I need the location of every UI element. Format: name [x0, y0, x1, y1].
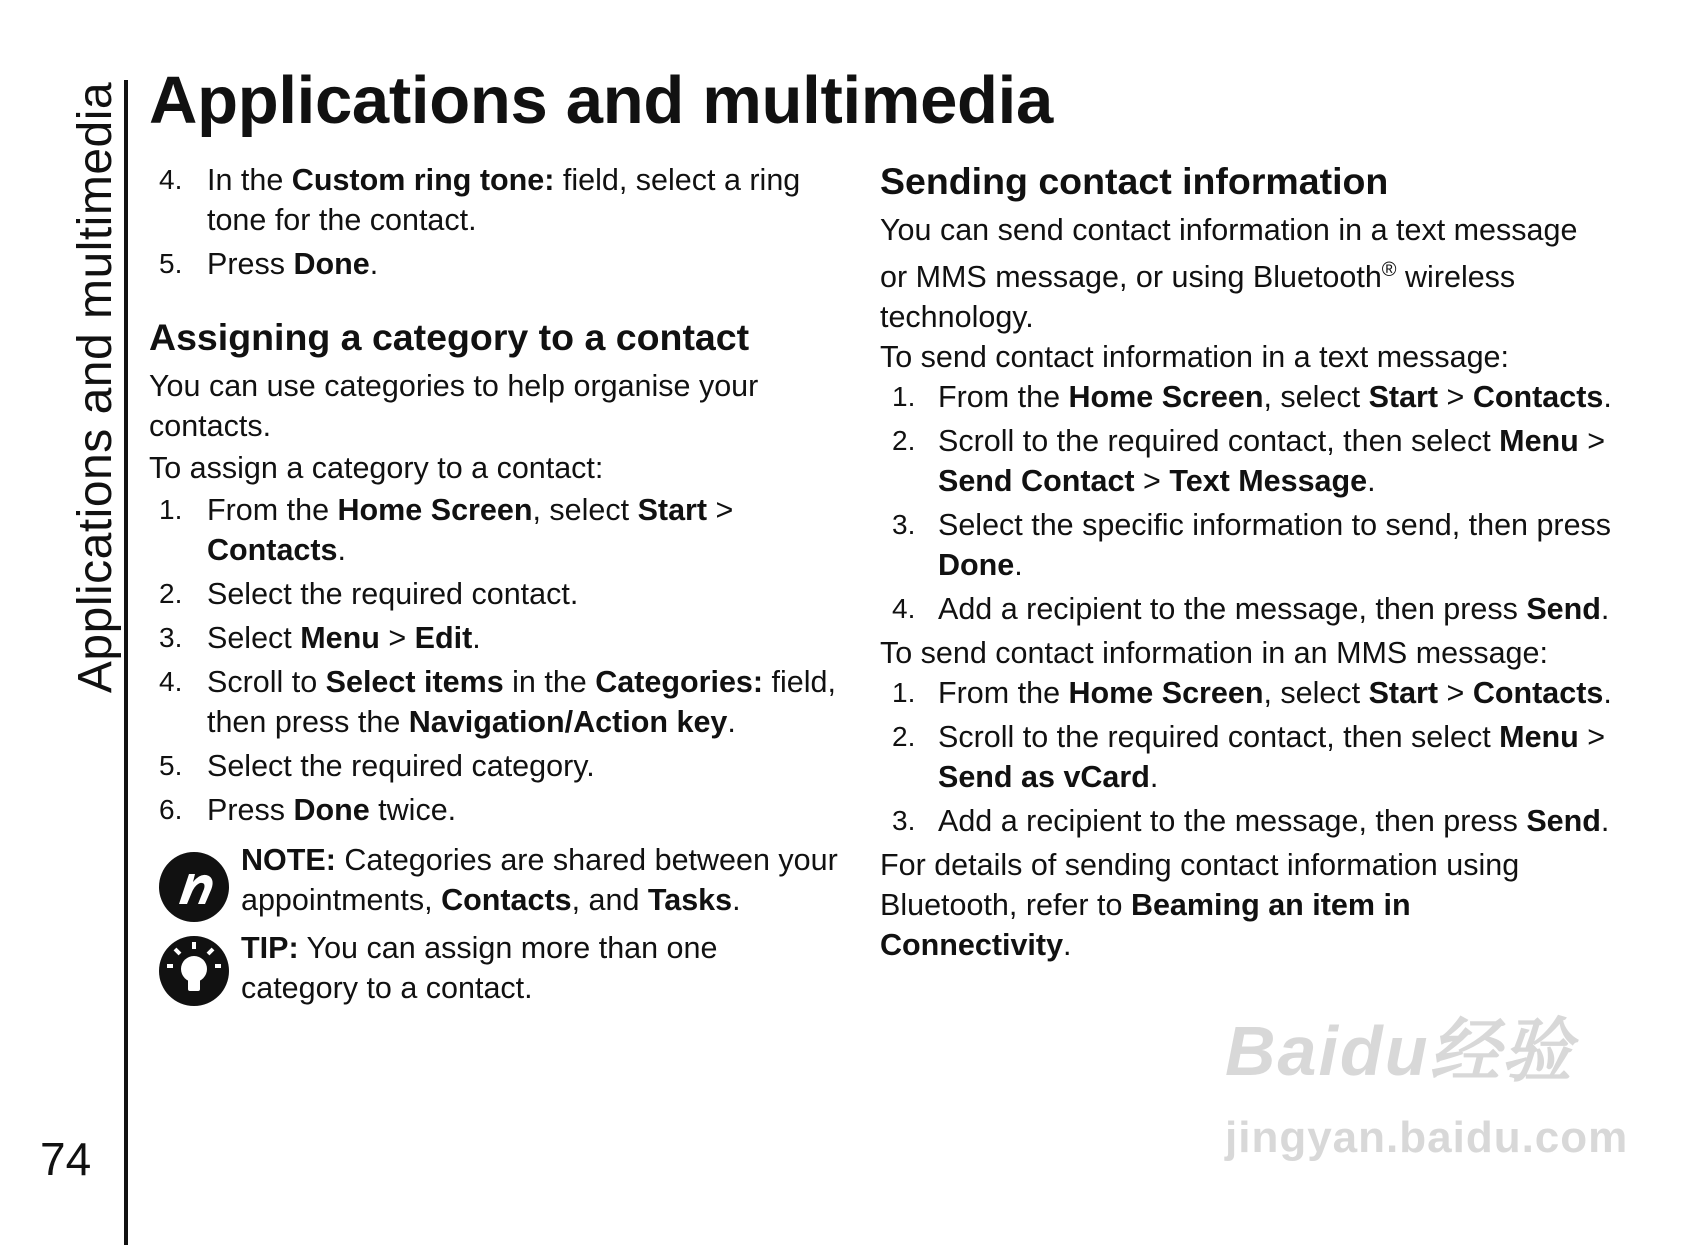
- bold-term: Tasks: [647, 883, 733, 917]
- bold-term: Home Screen: [1068, 676, 1264, 711]
- text-run: >: [379, 621, 415, 655]
- text-run: , select: [1263, 380, 1369, 415]
- list-item: [880, 421, 1680, 501]
- bold-term: Start: [1368, 676, 1439, 711]
- text-run: .: [1603, 380, 1612, 415]
- bold-term: Edit: [414, 621, 473, 655]
- bold-term: Done: [293, 793, 370, 827]
- step-number: 3.: [892, 805, 916, 837]
- bold-term: Categories:: [595, 665, 764, 699]
- list-item: [880, 673, 1680, 713]
- text-run: Scroll to the required contact, then select: [938, 424, 1500, 459]
- list-item: [149, 160, 839, 240]
- list-item: [149, 746, 839, 786]
- list-item: [149, 790, 839, 830]
- text-run: Scroll to: [207, 665, 326, 699]
- paragraph: You can send contact information in a text message or MMS message, or using Bluetooth® wireless technology.: [880, 213, 1578, 335]
- step-number: 3.: [892, 509, 916, 541]
- list-item: [149, 244, 839, 284]
- tip-box: [149, 928, 839, 1008]
- list-item: [880, 589, 1680, 629]
- text-run: .: [727, 705, 736, 739]
- section-heading-assign-category: Assigning a category to a contact: [149, 316, 750, 358]
- bold-term: NOTE:: [241, 843, 336, 877]
- right-column: [880, 160, 1680, 965]
- text-run: You can assign more than one category to a contact.: [241, 931, 718, 1005]
- bold-term: Menu: [300, 621, 380, 655]
- text-run: In the: [207, 163, 292, 197]
- text-run: From the: [938, 676, 1069, 711]
- bold-term: Send Contact: [938, 464, 1135, 499]
- mms-steps: [880, 673, 1680, 841]
- text-run: .: [369, 247, 379, 281]
- text-run: field, select a ring tone for the contact.: [207, 163, 801, 237]
- step-number: 5.: [159, 248, 183, 279]
- text-run: Press: [207, 793, 294, 827]
- paragraph: To send contact information in a text message:: [880, 340, 1509, 375]
- list-item: [880, 717, 1680, 797]
- bold-term: Text Message: [1169, 464, 1368, 499]
- paragraph: To assign a category to a contact:: [149, 451, 604, 485]
- bold-term: Send: [1526, 592, 1601, 627]
- text-run: >: [1438, 676, 1473, 711]
- bold-term: Send as vCard: [938, 760, 1150, 795]
- text-run: From the: [207, 493, 338, 527]
- text-run: .: [1014, 548, 1023, 583]
- watermark-logo: Baidu经验: [1225, 1012, 1574, 1090]
- section-heading-sending-contact: Sending contact information: [880, 160, 1389, 202]
- bold-term: Send: [1526, 804, 1601, 839]
- list-item: [880, 801, 1680, 841]
- text-run: , select: [532, 493, 638, 527]
- list-item: [880, 377, 1680, 417]
- list-item: [880, 505, 1680, 585]
- text-run: Press: [207, 247, 294, 281]
- bold-term: Done: [293, 247, 370, 281]
- text-run: Select the specific information to send, then press: [938, 508, 1612, 543]
- step-number: 1.: [159, 494, 183, 525]
- text-run: .: [1600, 592, 1610, 627]
- step-number: 5.: [159, 750, 183, 781]
- step-number: 1.: [892, 677, 916, 709]
- bold-term: Navigation/Action key: [408, 705, 728, 739]
- text-run: >: [1578, 424, 1606, 459]
- text-run: Categories are shared between your appointments,: [241, 843, 838, 917]
- text-run: .: [1063, 928, 1072, 963]
- text-run: twice.: [369, 793, 457, 827]
- bold-term: Start: [637, 493, 708, 527]
- note-text: [241, 840, 839, 920]
- text-run: .: [732, 883, 741, 917]
- bold-term: Contacts: [1472, 676, 1604, 711]
- text-run: , select: [1263, 676, 1369, 711]
- text-run: >: [1578, 720, 1606, 755]
- tip-text: [241, 928, 839, 1008]
- text-run: From the: [938, 380, 1069, 415]
- step-number: 3.: [159, 622, 183, 653]
- intro-steps: [149, 160, 839, 284]
- text-run: For details of sending contact information using Bluetooth, refer to: [880, 848, 1520, 923]
- text-run: .: [1600, 804, 1610, 839]
- step-number: 2.: [892, 721, 916, 753]
- text-run: Select: [207, 621, 301, 655]
- bold-term: Home Screen: [337, 493, 533, 527]
- page-number: 74: [40, 1133, 92, 1185]
- footer-paragraph: [880, 845, 1580, 965]
- text-run: .: [337, 533, 346, 567]
- watermark-url: jingyan.baidu.com: [1225, 1113, 1629, 1162]
- text-run: Add a recipient to the message, then press: [938, 592, 1527, 627]
- paragraph: You can use categories to help organise your contacts.: [149, 369, 759, 443]
- assign-category-steps: [149, 490, 839, 830]
- text-run: Select the required category.: [207, 749, 595, 783]
- text-run: >: [707, 493, 734, 527]
- bold-term: Menu: [1499, 720, 1579, 755]
- page-title: Applications and multimedia: [149, 63, 1053, 138]
- text-run: Scroll to the required contact, then select: [938, 720, 1500, 755]
- bold-term: Done: [938, 548, 1015, 583]
- text-run: .: [472, 621, 481, 655]
- bold-term: Beaming an item in Connectivity: [880, 888, 1411, 963]
- text-run: .: [1149, 760, 1159, 795]
- text-run: field, then press the: [207, 665, 836, 739]
- watermark: [1225, 995, 1629, 1195]
- step-number: 4.: [892, 593, 916, 625]
- text-run: >: [1438, 380, 1473, 415]
- text-run: .: [1603, 676, 1612, 711]
- list-item: [149, 662, 839, 742]
- bold-term: Custom ring tone:: [291, 163, 555, 197]
- step-number: 6.: [159, 794, 183, 825]
- text-run: .: [1367, 464, 1376, 499]
- step-number: 4.: [159, 666, 183, 697]
- side-running-title: Applications and multimedia: [69, 81, 123, 694]
- text-message-steps: [880, 377, 1680, 629]
- bold-term: Home Screen: [1068, 380, 1264, 415]
- bold-term: Contacts: [207, 533, 338, 567]
- bold-term: Menu: [1499, 424, 1579, 459]
- list-item: [149, 618, 839, 658]
- text-run: Select the required contact.: [207, 577, 579, 611]
- list-item: [149, 490, 839, 570]
- note-icon: [159, 852, 229, 922]
- bold-term: Contacts: [441, 883, 572, 917]
- bold-term: Contacts: [1472, 380, 1604, 415]
- vertical-divider: [124, 80, 128, 1245]
- text-run: Add a recipient to the message, then press: [938, 804, 1527, 839]
- step-number: 2.: [159, 578, 183, 609]
- text-run: , and: [571, 883, 648, 917]
- bold-term: Start: [1368, 380, 1439, 415]
- step-number: 1.: [892, 381, 916, 413]
- text-run: in the: [503, 665, 596, 699]
- text-run: >: [1134, 464, 1170, 499]
- left-column: [149, 160, 839, 1008]
- bold-term: Select items: [325, 665, 504, 699]
- note-box: [149, 840, 839, 920]
- step-number: 4.: [159, 164, 183, 195]
- paragraph: To send contact information in an MMS message:: [880, 636, 1548, 671]
- step-number: 2.: [892, 425, 916, 457]
- lightbulb-icon: [159, 936, 229, 1006]
- bold-term: TIP:: [241, 931, 299, 965]
- list-item: [149, 574, 839, 614]
